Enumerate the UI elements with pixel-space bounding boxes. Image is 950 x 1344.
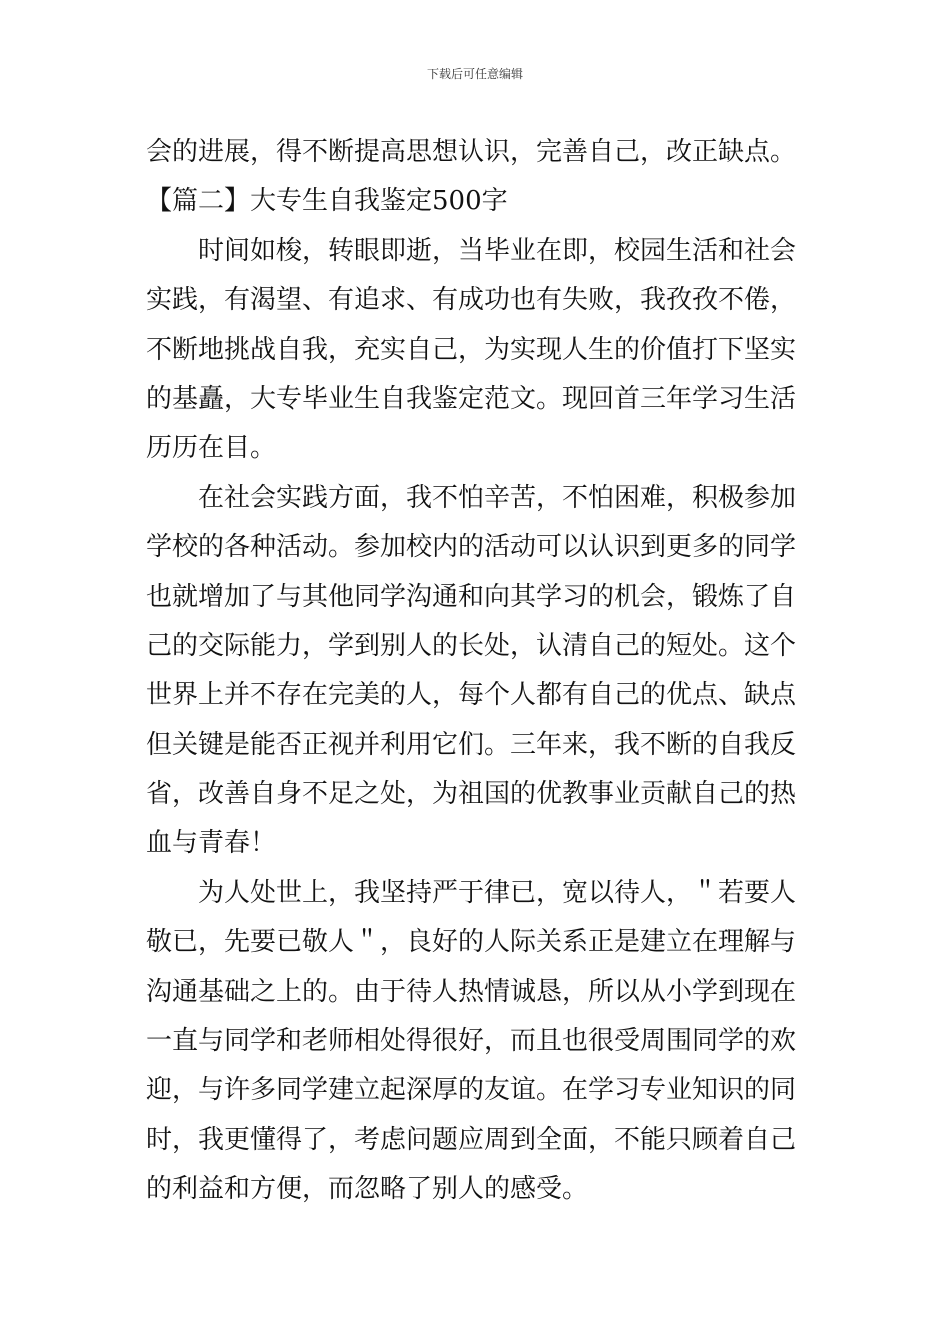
paragraph-line: 世界上并不存在完美的人，每个人都有自己的优点、缺点 xyxy=(146,680,797,711)
paragraph-line: 敬已，先要已敬人＂，良好的人际关系正是建立在理解与 xyxy=(146,927,797,958)
paragraph-line: 一直与同学和老师相处得很好，而且也很受周围同学的欢 xyxy=(146,1026,797,1057)
paragraph-line: 学校的各种活动。参加校内的活动可以认识到更多的同学 xyxy=(146,532,797,563)
paragraph-line: 但关键是能否正视并利用它们。三年来，我不断的自我反 xyxy=(146,729,797,760)
page-header-note: 下载后可任意编辑 xyxy=(426,67,523,81)
paragraph-line: 实践，有渴望、有追求、有成功也有失败，我孜孜不倦， xyxy=(146,285,797,316)
text-line: 会的进展，得不断提高思想认识，完善自己，改正缺点。 xyxy=(146,137,797,167)
paragraph-line: 省，改善自身不足之处，为祖国的优教事业贡献自己的热 xyxy=(146,779,797,810)
paragraph-line: 的利益和方便，而忽略了别人的感受。 xyxy=(146,1174,589,1205)
paragraph-line: 时，我更懂得了，考虑问题应周到全面，不能只顾着自己 xyxy=(146,1124,797,1155)
paragraph-line: 在社会实践方面，我不怕辛苦，不怕困难，积极参加 xyxy=(198,482,797,513)
paragraph-line: 时间如梭，转眼即逝，当毕业在即，校园生活和社会 xyxy=(198,235,797,266)
paragraph-line: 己的交际能力，学到别人的长处，认清自己的短处。这个 xyxy=(146,630,797,661)
document-body xyxy=(146,128,818,1215)
section-heading: 【篇二】大专生自我鉴定500字 xyxy=(146,186,508,217)
paragraph-line: 为人处世上，我坚持严于律已，宽以待人，＂若要人 xyxy=(198,877,797,908)
paragraph-line: 也就增加了与其他同学沟通和向其学习的机会，锻炼了自 xyxy=(146,581,797,612)
paragraph-line: 的基矗，大专毕业生自我鉴定范文。现回首三年学习生活 xyxy=(146,383,797,414)
paragraph-line: 不断地挑战自我，充实自己，为实现人生的价值打下坚实 xyxy=(146,334,797,365)
paragraph-line: 沟通基础之上的。由于待人热情诚恳，所以从小学到现在 xyxy=(146,976,797,1007)
paragraph-line: 迎，与许多同学建立起深厚的友谊。在学习专业知识的同 xyxy=(146,1075,797,1106)
paragraph-line: 历历在目。 xyxy=(146,433,277,464)
paragraph-line: 血与青春！ xyxy=(146,828,277,859)
